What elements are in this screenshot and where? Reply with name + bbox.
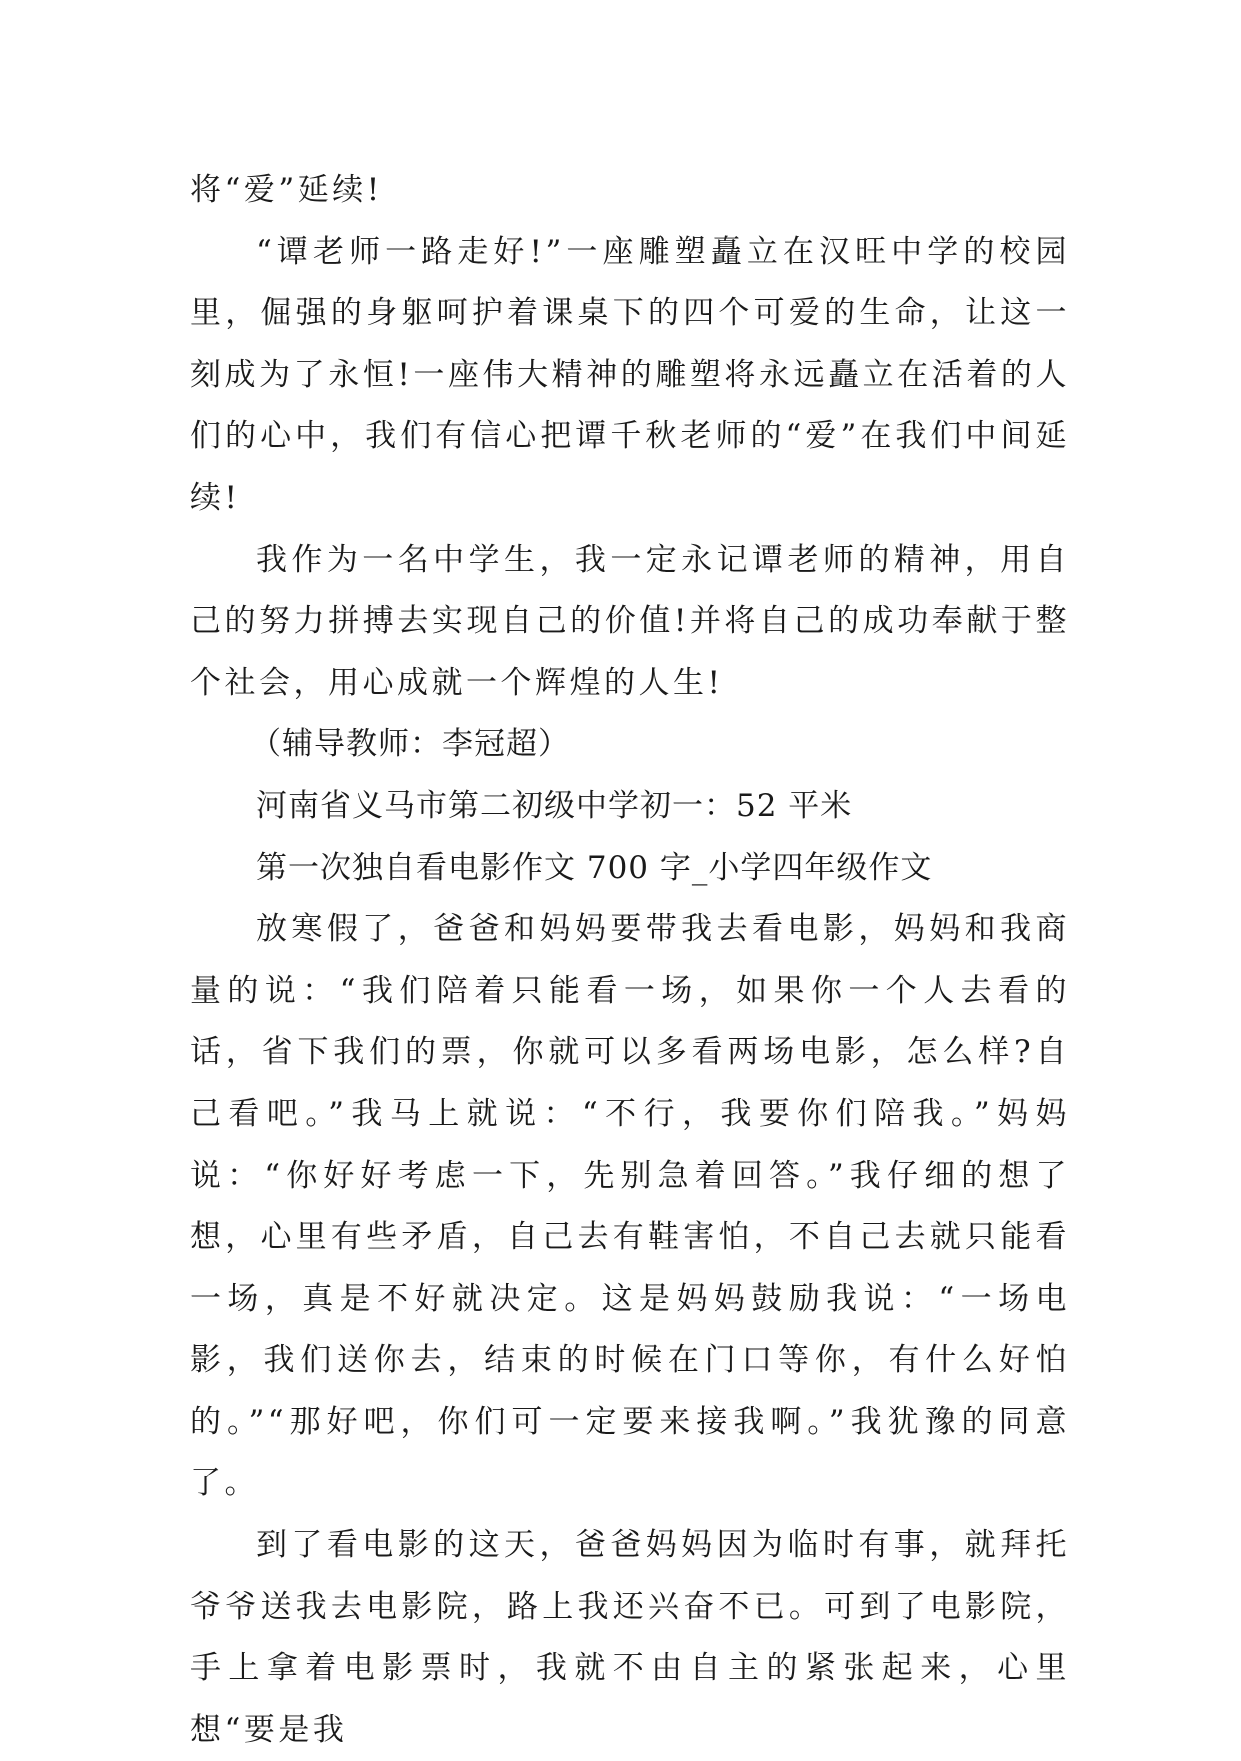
essay-title: 第一次独自看电影作文 700 字_小学四年级作文: [256, 849, 933, 886]
paragraph-resolution: 我作为一名中学生，我一定永记谭老师的精神，用自己的努力拼搏去实现自己的价值!并将自己的成功奉献于整个社会，用心成就一个辉煌的人生!: [190, 541, 1070, 701]
paragraph-winter-break: 放寒假了，爸爸和妈妈要带我去看电影，妈妈和我商量的说：“我们陪着只能看一场，如果你一个人去看的话，省下我们的票，你就可以多看两场电影，怎么样?自己看吧。”我马上就说：“不行，我要你们陪我。”妈妈说：“你好好考虑一下，先别急着回答。”我仔细的想了想，心里有些矛盾，自己去有鞋害怕，不自己去就只能看一场，真是不好就决定。这是妈妈鼓励我说：“一场电影，我们送你去，结束的时候在门口等你，有什么好怕的。”“那好吧，你们可一定要来接我啊。”我犹豫的同意了。: [190, 911, 1070, 1502]
paragraph-movie-day: 到了看电影的这天，爸爸妈妈因为临时有事，就拜托爷爷送我去电影院，路上我还兴奋不已。可到了电影院，手上拿着电影票时，我就不由自主的紧张起来，心里想“要是我: [190, 1527, 1070, 1748]
document-body: [190, 160, 1070, 1761]
advisor-credit: （辅导教师：李冠超）: [250, 726, 570, 763]
paragraph-continuation: 将“爱”延续!: [190, 172, 383, 208]
paragraph-tribute: “谭老师一路走好!”一座雕塑矗立在汉旺中学的校园里，倔强的身躯呵护着课桌下的四个可爱的生命，让这一刻成为了永恒!一座伟大精神的雕塑将永远矗立在活着的人们的心中，我们有信心把谭千秋老师的“爱”在我们中间延续!: [190, 233, 1070, 516]
author-school-line: 河南省义马市第二初级中学初一：52 平米: [256, 787, 853, 824]
